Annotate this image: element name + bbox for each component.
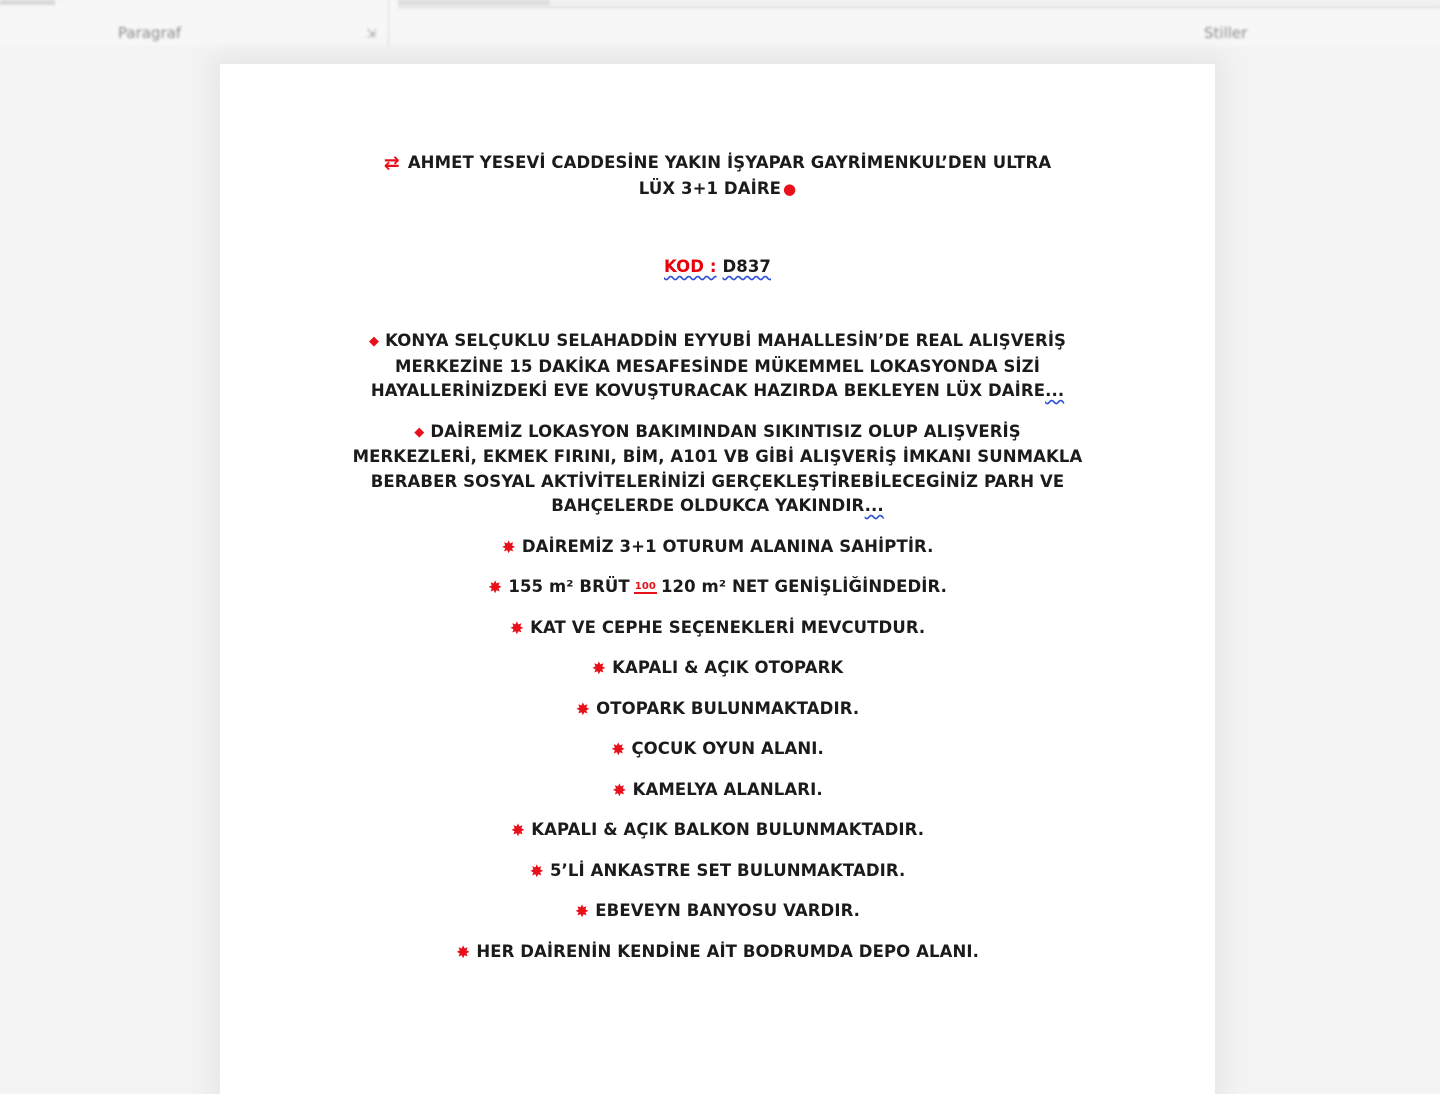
- red-diamond-icon: ◆: [414, 424, 425, 440]
- bullet-item: [320, 575, 1115, 600]
- ribbon-group-paragraph-label: Paragraf: [118, 24, 182, 42]
- title-line-2: LÜX 3+1 DAİRE: [638, 179, 781, 198]
- bullet-text: KAMELYA ALANLARI.: [632, 779, 823, 799]
- paragraph-amenities-line-1: DAİREMİZ LOKASYON BAKIMINDAN SIKINTISIZ OLUP ALIŞVERİŞ: [430, 421, 1021, 441]
- red-burst-icon: ✸: [591, 659, 607, 679]
- bullet-item: [320, 535, 1115, 560]
- paragraph-location-line-2: MERKEZİNE 15 DAKİKA MESAFESİNDE MÜKEMMEL LOKASYONDA SİZİ: [395, 356, 1040, 376]
- red-burst-icon: ✸: [501, 537, 516, 558]
- red-burst-icon: ✸: [612, 780, 627, 801]
- bullet-text: KAPALI & AÇIK OTOPARK: [612, 658, 844, 677]
- bullet-text: ÇOCUK OYUN ALANI.: [631, 739, 824, 758]
- red-burst-icon: ✸: [529, 861, 544, 882]
- ribbon-tab-strip: [0, 0, 55, 5]
- red-arrow-icon: ⇄: [383, 152, 400, 174]
- bullet-text: OTOPARK BULUNMAKTADIR.: [596, 698, 860, 718]
- bullet-text: DAİREMİZ 3+1 OTURUM ALANINA SAHİPTİR.: [521, 536, 934, 556]
- ellipsis: ...: [864, 496, 884, 515]
- document-title: [320, 150, 1115, 202]
- bullet-text: HER DAİRENİN KENDİNE AİT BODRUMDA DEPO ALANI.: [476, 941, 980, 961]
- ribbon-divider: [388, 0, 389, 46]
- bullet-item: [320, 778, 1115, 803]
- ribbon-group-styles-label: Stiller: [1204, 24, 1248, 42]
- paragraph-amenities-line-4: BAHÇELERDE OLDUKCA YAKINDIR: [551, 496, 865, 515]
- bullet-item: [320, 818, 1115, 843]
- document-page[interactable]: [220, 64, 1215, 1094]
- bullet-item: [320, 859, 1115, 884]
- title-line-1: AHMET YESEVİ CADDESİNE YAKIN İŞYAPAR GAYRİMENKUL’DEN ULTRA: [407, 153, 1052, 172]
- red-burst-icon: ✸: [488, 578, 503, 598]
- document-body[interactable]: [320, 150, 1115, 965]
- red-burst-icon: ✸: [611, 740, 626, 760]
- bullet-item: [320, 899, 1115, 924]
- red-diamond-icon: ◆: [368, 334, 380, 349]
- red-burst-icon: ✸: [509, 618, 525, 639]
- paragraph-location-line-3: HAYALLERİNİZDEKİ EVE KOVUŞTURACAK HAZIRDA BEKLEYEN LÜX DAİRE: [370, 381, 1046, 400]
- bullet-item: [320, 737, 1115, 762]
- bullet-text: 155 m² BRÜT: [508, 577, 630, 596]
- paragraph-amenities-line-2: MERKEZLERİ, EKMEK FIRINI, BİM, A101 VB GİBİ ALIŞVERİŞ İMKANI SUNMAKLA: [352, 447, 1083, 466]
- bullet-item: [320, 656, 1115, 681]
- bullet-item: [320, 697, 1115, 722]
- bullet-item: [320, 940, 1115, 965]
- red-burst-icon: ✸: [510, 821, 526, 841]
- ribbon-tab-active[interactable]: [398, 0, 550, 5]
- code-value: D837: [722, 257, 772, 276]
- ellipsis: ...: [1045, 381, 1065, 400]
- red-burst-icon: ✸: [574, 902, 590, 922]
- bullet-item: [320, 616, 1115, 641]
- ribbon: [0, 0, 1440, 46]
- red-burst-icon: ✸: [455, 942, 471, 963]
- red-burst-icon: ✸: [575, 699, 591, 720]
- hundred-points-icon: 100: [634, 581, 656, 592]
- bullet-text: KAT VE CEPHE SEÇENEKLERİ MEVCUTDUR.: [530, 617, 926, 637]
- paragraph-amenities: [320, 420, 1115, 519]
- paragraph-location-line-1: KONYA SELÇUKLU SELAHADDİN EYYUBİ MAHALLESİN’DE REAL ALIŞVERİŞ: [385, 331, 1067, 350]
- bullet-text: EBEVEYN BANYOSU VARDIR.: [595, 901, 861, 920]
- bullet-text: 5’Lİ ANKASTRE SET BULUNMAKTADIR.: [549, 860, 906, 880]
- red-drop-icon: ●: [783, 180, 797, 198]
- bullet-text: 120 m² NET GENİŞLİĞİNDEDİR.: [660, 577, 947, 596]
- bullet-text: KAPALI & AÇIK BALKON BULUNMAKTADIR.: [531, 820, 925, 839]
- listing-code: [320, 255, 1115, 279]
- dialog-launcher-icon[interactable]: ⇲: [366, 26, 377, 40]
- paragraph-location: [320, 329, 1115, 404]
- paragraph-amenities-line-3: BERABER SOSYAL AKTİVİTELERİNİZİ GERÇEKLEŞTİREBİLECEGİNİZ PARH VE: [370, 471, 1065, 491]
- ribbon-top-bar: [398, 0, 1440, 8]
- code-label: KOD :: [663, 257, 717, 276]
